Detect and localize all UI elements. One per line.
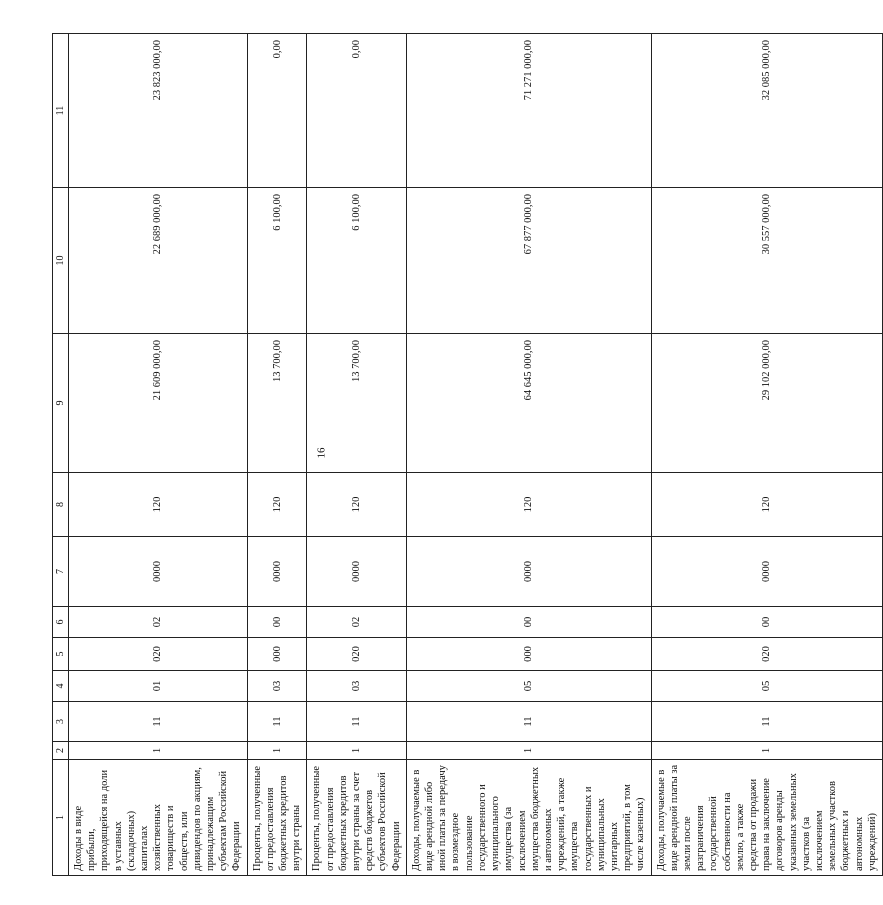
cell-c10: 6 100,00 xyxy=(307,188,406,334)
cell-c6: 02 xyxy=(307,607,406,638)
table-row xyxy=(406,34,651,876)
cell-c11: 71 271 000,00 xyxy=(406,34,651,188)
cell-c8: 120 xyxy=(651,473,882,537)
cell-c9: 29 102 000,00 xyxy=(651,334,882,473)
row-description: Проценты, полученные от предоставления бюджетных кредитов внутри страны xyxy=(247,760,307,876)
cell-c2: 1 xyxy=(406,742,651,760)
col-num-9: 9 xyxy=(53,334,69,473)
cell-c2: 1 xyxy=(307,742,406,760)
cell-c4: 01 xyxy=(69,671,248,702)
col-num-1: 1 xyxy=(53,760,69,876)
col-num-10: 10 xyxy=(53,188,69,334)
cell-c3: 11 xyxy=(406,702,651,742)
cell-c3: 11 xyxy=(651,702,882,742)
col-num-8: 8 xyxy=(53,473,69,537)
cell-c10: 6 100,00 xyxy=(247,188,307,334)
cell-c10: 22 689 000,00 xyxy=(69,188,248,334)
table-row xyxy=(69,34,248,876)
cell-c8: 120 xyxy=(406,473,651,537)
cell-c5: 020 xyxy=(69,638,248,671)
row-description: Проценты, полученные от предоставления бюджетных кредитов внутри страны за счет средств бюджетов субъектов Российской Федерации xyxy=(307,760,406,876)
cell-c8: 120 xyxy=(247,473,307,537)
table-row xyxy=(651,34,882,876)
cell-c5: 020 xyxy=(307,638,406,671)
cell-c8: 120 xyxy=(69,473,248,537)
cell-c4: 03 xyxy=(307,671,406,702)
row-description: Доходы, получаемые в виде арендной платы за земли после разграничения государственной собственности на землю, а также средства от продажи права на заключение договоров аренды указанных земельных участков (за исключением земельных участков бюджетных и автономных учреждений) xyxy=(651,760,882,876)
col-num-2: 2 xyxy=(53,742,69,760)
col-num-7: 7 xyxy=(53,537,69,607)
cell-c6: 00 xyxy=(406,607,651,638)
table-row xyxy=(307,34,406,876)
cell-c2: 1 xyxy=(651,742,882,760)
cell-c7: 0000 xyxy=(247,537,307,607)
page-number: 16 xyxy=(315,447,328,459)
cell-c7: 0000 xyxy=(307,537,406,607)
cell-c2: 1 xyxy=(69,742,248,760)
cell-c5: 020 xyxy=(651,638,882,671)
budget-table-wrapper xyxy=(52,34,878,876)
cell-c9: 21 609 000,00 xyxy=(69,334,248,473)
cell-c5: 000 xyxy=(247,638,307,671)
col-num-3: 3 xyxy=(53,702,69,742)
cell-c11: 32 085 000,00 xyxy=(651,34,882,188)
col-num-11: 11 xyxy=(53,34,69,188)
cell-c3: 11 xyxy=(307,702,406,742)
cell-c9: 13 700,00 xyxy=(307,334,406,473)
cell-c9: 13 700,00 xyxy=(247,334,307,473)
cell-c7: 0000 xyxy=(69,537,248,607)
cell-c2: 1 xyxy=(247,742,307,760)
row-description: Доходы, получаемые в виде арендной либо иной платы за передачу в возмездное пользование государственного и муниципального имущества (за исключением имущества бюджетных и автономных учреждений, а также имущества государственных и муниципальных унитарных предприятий, в том числе казенных) xyxy=(406,760,651,876)
col-num-6: 6 xyxy=(53,607,69,638)
cell-c7: 0000 xyxy=(651,537,882,607)
col-num-4: 4 xyxy=(53,671,69,702)
column-number-row xyxy=(53,34,69,876)
cell-c11: 23 823 000,00 xyxy=(69,34,248,188)
cell-c10: 67 877 000,00 xyxy=(406,188,651,334)
cell-c10: 30 557 000,00 xyxy=(651,188,882,334)
budget-revenue-table xyxy=(52,33,883,876)
cell-c4: 03 xyxy=(247,671,307,702)
cell-c3: 11 xyxy=(247,702,307,742)
cell-c5: 000 xyxy=(406,638,651,671)
cell-c6: 00 xyxy=(651,607,882,638)
cell-c6: 02 xyxy=(69,607,248,638)
cell-c7: 0000 xyxy=(406,537,651,607)
cell-c4: 05 xyxy=(651,671,882,702)
rotated-page xyxy=(52,34,878,876)
row-description: Доходы в виде прибыли, приходящейся на доли в уставных (складочных) капиталах хозяйственных товариществ и обществ, или дивидендов по акциям, принадлежащим субъектам Российской Федерации xyxy=(69,760,248,876)
table-row xyxy=(247,34,307,876)
cell-c4: 05 xyxy=(406,671,651,702)
cell-c3: 11 xyxy=(69,702,248,742)
cell-c6: 00 xyxy=(247,607,307,638)
cell-c11: 0,00 xyxy=(307,34,406,188)
cell-c8: 120 xyxy=(307,473,406,537)
cell-c11: 0,00 xyxy=(247,34,307,188)
cell-c9: 64 645 000,00 xyxy=(406,334,651,473)
col-num-5: 5 xyxy=(53,638,69,671)
